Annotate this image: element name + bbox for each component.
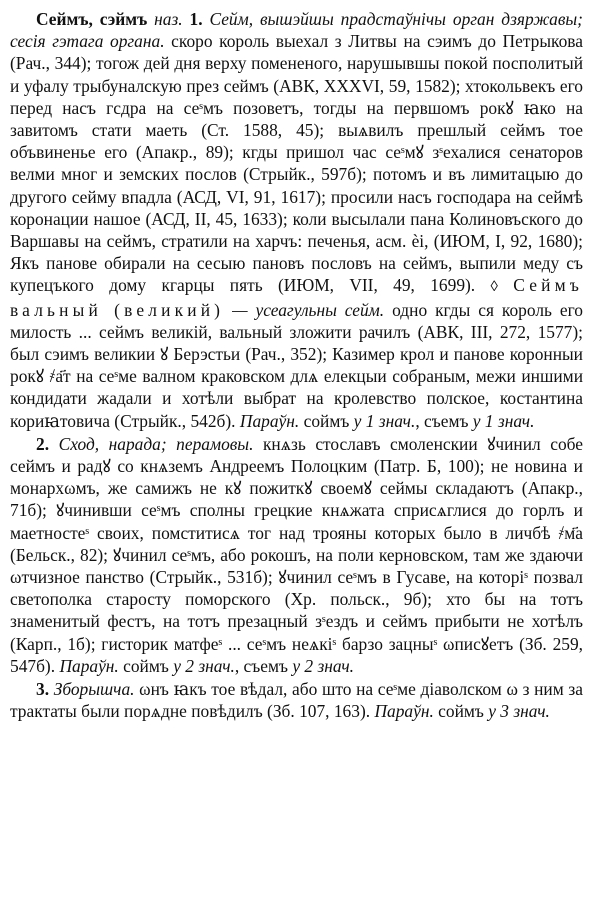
- compare-word-2: , съемъ: [415, 410, 469, 431]
- headword: Сеймъ, сэймъ: [36, 9, 148, 29]
- sense-3-definition: Зборышча.: [53, 679, 135, 700]
- sense-3-paragraph: [10, 678, 583, 722]
- compare-sense-ref: у 2 знач.: [173, 655, 235, 676]
- compare-sense-ref-2: у 2 знач.: [292, 655, 354, 676]
- phrase-citations: одно кгды ся король его милость ... сеймъ великій, вальный зложити рачилъ (АВК, III, 272, 1577); был сэимъ великии ꙋ Берэстьи (Рач., 352); Казимер крол и панове коронныи рокꙋ ҂а҃т на сеˢме валном краковском длѧ елекцыи собраным, межи иншими кондидати жадали и хотѣли выбрат на кролевство полское, костантина кориꙗтовича (Стрыйк., 542б).: [10, 299, 584, 431]
- sense-number-3: 3.: [36, 679, 50, 700]
- compare-word-2: , съемъ: [234, 655, 288, 676]
- sense-number-1: 1.: [189, 9, 203, 29]
- phrase-headword: Сеймъ вальный (великий): [10, 275, 583, 320]
- compare-word: соймъ: [123, 655, 169, 676]
- sense-1-paragraph: [10, 8, 583, 432]
- sense-2-definition: Сход, нарада; перамовы.: [58, 433, 254, 454]
- compare-sense-ref: у 3 знач.: [488, 701, 550, 722]
- compare-word: соймъ: [303, 410, 350, 431]
- sense-1-citations: скоро король выехал з Литвы на сэимъ до Петрыкова (Рач., 344); тогож дей дня верху помененого, нарушывшы покой посполитый и уфалу трыбуналскую през сеймъ (АВК, XXXVI, 59, 1582); хтокольвекъ его перед насъ гсдра на сеˢмъ позоветъ, тогды на первшомъ рокꙋ ꙗко на завитомъ стати маеть (Ст. 1588, 45); выѧвилъ прешлый сеймъ тое объвиненье его (Апакр., 89); кгды пришол час сеˢмꙋ зˢехалися сенаторов велми мног и земских послов (Стрыйк., 597б); потомъ и въ лимитацыю до другого сейму впадла (АСД, VI, 91, 1617); просили насъ господара на сеймѣ коронации нашое (АСД, II, 45, 1633); коли высылали пана Колиновъского до Варшавы на сеймъ, стратили на харчъ: печенья, асм. ѐі, (ИЮМ, I, 92, 1680); Якъ панове обирали на сесыю пановъ пословъ на сеймъ, выпили меду съ купецъкого дому кгарцы пять (ИЮМ, VII, 49, 1699).: [10, 31, 583, 296]
- sense-2-citations: кнѧзь стославъ смоленскии ꙋчинил собе сеймъ и радꙋ со кнѧземъ Андреемъ Полоцким (Патр. Б, 100); не новина и монархωмъ, же самижъ не кꙋ пожиткꙋ своемꙋ сеймы складаютъ (Апакр., 71б); ꙋчинивши сеˢмъ сполны грецкие кнѧжата сприсѧглися до горлъ и маетностеˢ своих, помститисѧ тог над трояны которых было в личбѣ ҂м҃а (Бельск., 82); ꙋчинил сеˢмъ, або рокошъ, на поли керновском, там же здаючи ωтчизное панство (Стрыйк., 531б); ꙋчинил сеˢмъ в Гусаве, на которіˢ позвал светополка старосту поморского (Хр. польск., 9б); хто бы на тотъ знаменитый фестъ, на тотъ презацный зˢездъ и сеймъ прибыти не хотѣлъ (Карп., 1б); гисторик матфеˢ ... сеˢмъ неѧкіˢ барзо зацныˢ ωписꙋетъ (Зб. 259, 547б).: [10, 433, 583, 676]
- sense-1-definition: Сейм, вышэйшы прадстаўнічы орган дзяржавы; сесія гэтага органа.: [10, 9, 583, 52]
- compare-label: Параўн.: [374, 701, 434, 722]
- sense-number-2: 2.: [36, 433, 50, 454]
- compare-label: Параўн.: [59, 655, 119, 676]
- sense-2-paragraph: [10, 433, 583, 677]
- diamond-icon: ◊: [490, 279, 498, 296]
- compare-sense-ref: у 1 знач.: [353, 410, 416, 431]
- grammar-label: наз.: [154, 9, 183, 29]
- phrase-definition: — усеагульны сейм.: [232, 299, 385, 320]
- sense-3-citations: ωнъ ꙗкъ тое вѣдал, або што на сеˢме діаволском ω з ним за трактаты были порѧдне повѣдилъ (Зб. 107, 163).: [10, 679, 583, 722]
- compare-word: соймъ: [438, 701, 484, 722]
- compare-sense-ref-2: у 1 знач.: [472, 410, 535, 431]
- compare-label: Параўн.: [239, 410, 300, 431]
